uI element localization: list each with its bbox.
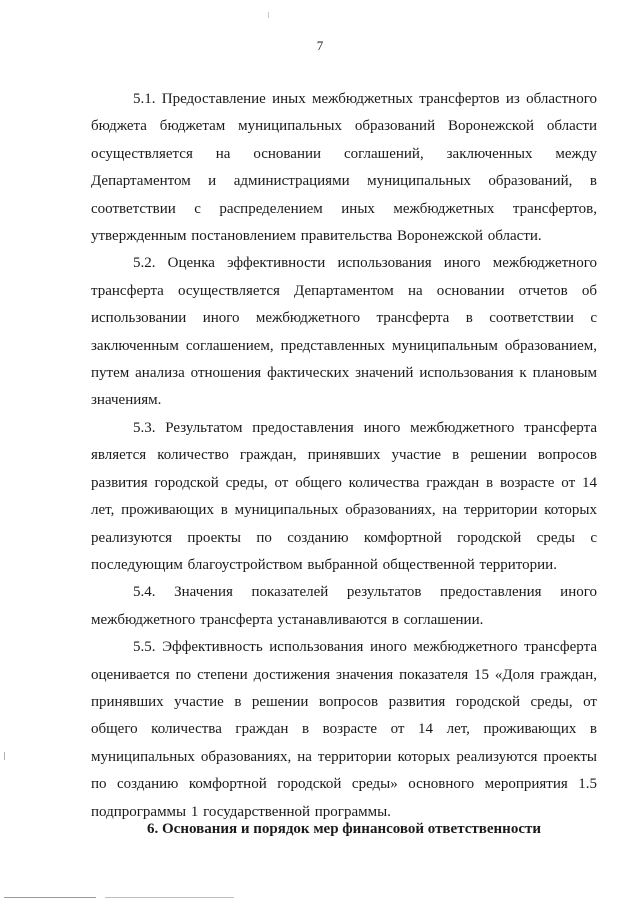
page-number: 7 <box>316 38 324 53</box>
scan-artifact-left <box>4 752 5 760</box>
paragraph-5-5: 5.5. Эффективность использования иного межбюджетного трансферта оценивается по степени достижения значения показателя 15 «Доля граждан, принявших участие в решении вопросов развития городской среды, от общего количества граждан в возрасте от 14 лет, проживающих в муниципальных образованиях, на территории которых реализуются проекты по созданию комфортной городской среды» основного мероприятия 1.5 подпрограммы 1 государственной программы. <box>91 639 597 820</box>
paragraph-5-3: 5.3. Результатом предоставления иного межбюджетного трансферта является количество граждан, принявших участие в решении вопросов развития городской среды, от общего количества граждан в возрасте от 14 лет, проживающих в муниципальных образованиях, на территории которых реализуются проекты по созданию комфортной городской среды с последующим благоустройством выбранной общественной территории. <box>91 419 597 573</box>
paragraph-5-2: 5.2. Оценка эффективности использования иного межбюджетного трансферта осуществляется Департаментом на основании отчетов об использовании иного межбюджетного трансферта в соответствии с заключенным соглашением, представленных муниципальным образованием, путем анализа отношения фактических значений использования к плановым значениям. <box>91 255 597 409</box>
section-heading: 6. Основания и порядок мер финансовой ответственности <box>147 821 541 837</box>
document-body <box>91 86 597 826</box>
scan-artifact-top <box>268 12 269 18</box>
scan-artifact-bottom-line <box>4 897 234 898</box>
paragraph-5-1: 5.1. Предоставление иных межбюджетных трансфертов из областного бюджета бюджетам муниципальных образований Воронежской области осуществляется на основании соглашений, заключенных между Департаментом и администрациями муниципальных образований, в соответствии с распределением иных межбюджетных трансфертов, утвержденным постановлением правительства Воронежской области. <box>91 91 597 245</box>
paragraph-5-4: 5.4. Значения показателей результатов предоставления иного межбюджетного трансферта устанавливаются в соглашении. <box>91 584 597 628</box>
